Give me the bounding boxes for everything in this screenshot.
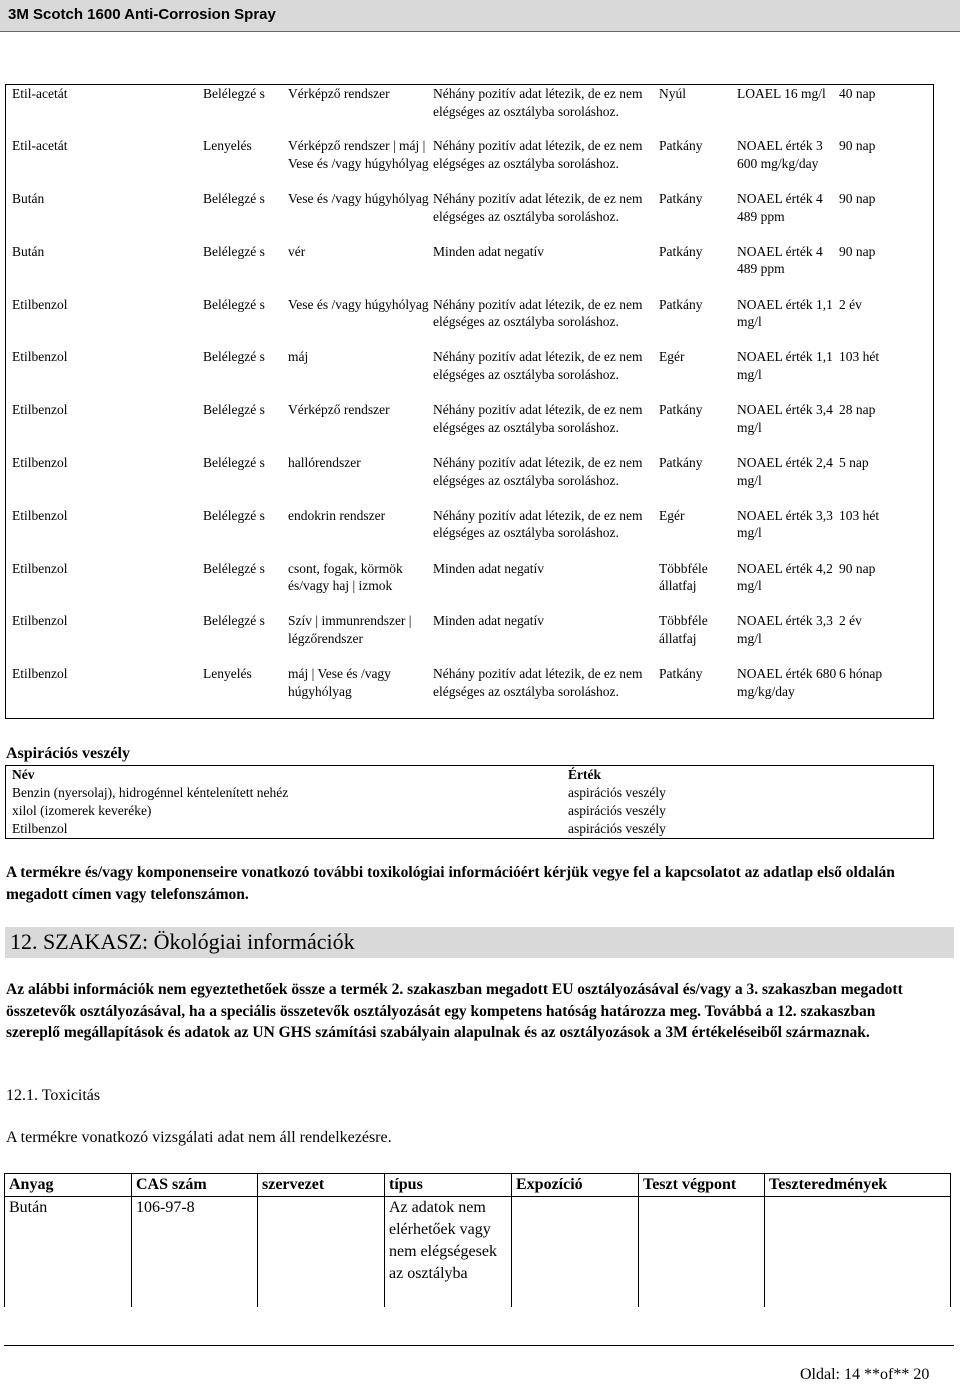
tox-organ: endokrin rendszer xyxy=(288,507,386,523)
document-title: 3M Scotch 1600 Anti-Corrosion Spray xyxy=(8,6,276,23)
header-bar xyxy=(0,0,960,31)
tox-value: Néhány pozitív adat létezik, de ez nem elégséges az osztályba soroláshoz. xyxy=(433,507,643,541)
tox-species: Patkány xyxy=(659,666,703,682)
aspiration-value: aspirációs veszély xyxy=(568,785,666,800)
tox-value: Néhány pozitív adat létezik, de ez nem elégséges az osztályba soroláshoz. xyxy=(433,349,643,383)
tox-result: NOAEL érték 1,1 mg/l xyxy=(737,349,833,383)
eco-type: Az adatok nem elérhetőek vagy nem elégségesek az osztályba xyxy=(385,1197,512,1308)
tox-substance: Etilbenzol xyxy=(12,402,68,418)
tox-species: Nyúl xyxy=(659,86,686,101)
tox-substance: Etilbenzol xyxy=(12,666,68,682)
eco-col-expozicio: Expozíció xyxy=(512,1174,639,1197)
tox-organ: Vérképző rendszer xyxy=(288,402,390,418)
tox-organ: Vese és /vagy húgyhólyag xyxy=(288,296,429,312)
tox-species: Többféle állatfaj xyxy=(659,560,708,594)
table-row xyxy=(6,820,934,839)
table-row xyxy=(6,507,934,560)
tox-route: Belélegzé s xyxy=(203,296,265,312)
tox-species: Patkány xyxy=(659,402,703,418)
tox-route: Belélegzé s xyxy=(203,613,265,629)
tox-route: Lenyelés xyxy=(203,138,252,154)
eco-exposure xyxy=(512,1197,639,1308)
table-row xyxy=(6,612,934,665)
tox-species: Egér xyxy=(659,349,685,365)
tox-substance: Etil-acetát xyxy=(12,86,68,101)
tox-result: NOAEL érték 2,4 mg/l xyxy=(737,455,833,488)
tox-substance: Bután xyxy=(12,243,45,259)
eco-col-cas: CAS szám xyxy=(132,1174,258,1197)
table-row xyxy=(6,296,934,349)
tox-species: Patkány xyxy=(659,191,703,207)
aspiration-col-name: Név xyxy=(12,767,35,782)
tox-organ: vér xyxy=(288,243,306,259)
aspiration-title: Aspirációs veszély xyxy=(6,745,130,762)
tox-substance: Bután xyxy=(12,191,45,207)
tox-species: Patkány xyxy=(659,455,703,471)
tox-value: Néhány pozitív adat létezik, de ez nem elégséges az osztályba soroláshoz. xyxy=(433,191,643,224)
section-12-title: 12. SZAKASZ: Ökológiai információk xyxy=(10,929,355,954)
tox-result: NOAEL érték 3 600 mg/kg/day xyxy=(737,138,823,171)
tox-substance: Etilbenzol xyxy=(12,296,68,312)
tox-value: Néhány pozitív adat létezik, de ez nem elégséges az osztályba soroláshoz. xyxy=(433,86,643,119)
eco-col-vegpont: Teszt végpont xyxy=(639,1174,765,1197)
table-row xyxy=(6,454,934,507)
tox-species: Patkány xyxy=(659,296,703,312)
tox-organ: Vérképző rendszer xyxy=(288,86,390,101)
tox-value: Néhány pozitív adat létezik, de ez nem elégséges az osztályba soroláshoz. xyxy=(433,296,643,330)
tox-organ: máj xyxy=(288,349,309,365)
tox-substance: Etilbenzol xyxy=(12,560,68,576)
eco-header-row xyxy=(5,1174,951,1197)
tox-result: NOAEL érték 4,2 mg/l xyxy=(737,560,833,594)
toxicity-table xyxy=(5,84,934,719)
tox-result: NOAEL érték 3,3 mg/l xyxy=(737,507,833,541)
section-12-header xyxy=(5,927,954,958)
tox-species: Patkány xyxy=(659,243,703,259)
tox-organ: Vérképző rendszer | máj | Vese és /vagy húgyhólyag xyxy=(288,138,429,171)
table-row xyxy=(6,665,934,718)
tox-duration: 90 nap xyxy=(839,138,876,154)
tox-value: Néhány pozitív adat létezik, de ez nem elégséges az osztályba soroláshoz. xyxy=(433,455,643,488)
table-row xyxy=(6,802,934,820)
tox-value: Minden adat negatív xyxy=(433,560,544,576)
tox-result: NOAEL érték 680 mg/kg/day xyxy=(737,666,837,699)
tox-result: LOAEL 16 mg/l xyxy=(737,86,826,101)
tox-duration: 5 nap xyxy=(839,455,869,471)
eco-organism xyxy=(258,1197,385,1308)
tox-value: Néhány pozitív adat létezik, de ez nem elégséges az osztályba soroláshoz. xyxy=(433,138,643,171)
tox-route: Belélegzé s xyxy=(203,191,265,207)
table-row xyxy=(6,348,934,401)
eco-cas: 106-97-8 xyxy=(132,1197,258,1308)
tox-substance: Etilbenzol xyxy=(12,455,68,471)
tox-species: Egér xyxy=(659,507,685,523)
tox-substance: Etilbenzol xyxy=(12,349,68,365)
tox-organ: hallórendszer xyxy=(288,455,361,471)
page-number: Oldal: 14 **of** 20 xyxy=(800,1366,930,1383)
tox-species: Patkány xyxy=(659,138,703,154)
tox-organ: csont, fogak, körmök és/vagy haj | izmok xyxy=(288,560,403,594)
header-divider xyxy=(0,31,960,32)
further-info-paragraph: A termékre és/vagy komponenseire vonatkozó további toxikológiai információért kérjük vegye fel a kapcsolatot az adatlap első oldalán megadott címen vagy telefonszámon. xyxy=(6,864,895,903)
tox-duration: 2 év xyxy=(839,613,862,629)
aspiration-table xyxy=(5,765,934,839)
tox-duration: 40 nap xyxy=(839,86,876,101)
tox-value: Néhány pozitív adat létezik, de ez nem elégséges az osztályba soroláshoz. xyxy=(433,666,643,699)
section-12-intro: Az alábbi információk nem egyeztethetőek össze a termék 2. szakaszban megadott EU osztályozásával és/vagy a 3. szakaszban megadott összetevők osztályozásával, ha a speciális összetevők osztályozását egy kompetens hatóság határozza meg. Továbbá a 12. szakaszban szereplő megállapítások és adatok az UN GHS számítási szabályain alapulnak és az osztályozások a 3M értékeléseiből származnak. xyxy=(6,981,903,1041)
tox-result: NOAEL érték 4 489 ppm xyxy=(737,191,823,224)
aspiration-value: aspirációs veszély xyxy=(568,803,666,818)
eco-col-anyag: Anyag xyxy=(5,1174,132,1197)
tox-duration: 2 év xyxy=(839,296,862,312)
tox-duration: 90 nap xyxy=(839,243,876,259)
tox-result: NOAEL érték 1,1 mg/l xyxy=(737,296,833,330)
table-row xyxy=(6,137,934,190)
table-row xyxy=(6,85,934,138)
eco-endpoint xyxy=(639,1197,765,1308)
footer-divider xyxy=(4,1345,954,1346)
aspiration-col-value: Érték xyxy=(568,767,601,782)
tox-duration: 103 hét xyxy=(839,507,880,523)
tox-organ: Szív | immunrendszer | légzőrendszer xyxy=(288,613,412,647)
toxicity-subtitle: 12.1. Toxicitás xyxy=(6,1087,101,1104)
tox-duration: 28 nap xyxy=(839,402,876,418)
aspiration-value: aspirációs veszély xyxy=(568,821,666,836)
tox-organ: Vese és /vagy húgyhólyag xyxy=(288,191,429,207)
tox-duration: 90 nap xyxy=(839,191,876,207)
tox-organ: máj | Vese és /vagy húgyhólyag xyxy=(288,666,391,699)
table-row xyxy=(6,784,934,802)
aspiration-substance: Benzin (nyersolaj), hidrogénnel kéntelenített nehéz xyxy=(12,785,289,800)
tox-duration: 103 hét xyxy=(839,349,880,365)
tox-route: Belélegzé s xyxy=(203,402,265,418)
tox-value: Minden adat negatív xyxy=(433,243,544,259)
table-row xyxy=(6,401,934,454)
eco-col-tipus: típus xyxy=(385,1174,512,1197)
tox-route: Belélegzé s xyxy=(203,507,265,523)
tox-substance: Etilbenzol xyxy=(12,507,68,523)
tox-route: Belélegzé s xyxy=(203,243,265,259)
tox-value: Néhány pozitív adat létezik, de ez nem elégséges az osztályba soroláshoz. xyxy=(433,402,643,435)
no-data-text: A termékre vonatkozó vizsgálati adat nem áll rendelkezésre. xyxy=(6,1129,392,1146)
table-row xyxy=(5,1197,951,1308)
tox-duration: 90 nap xyxy=(839,560,876,576)
aspiration-substance: Etilbenzol xyxy=(12,821,68,836)
eco-toxicity-table xyxy=(4,1173,951,1307)
table-row xyxy=(6,190,934,243)
tox-substance: Etilbenzol xyxy=(12,613,68,629)
tox-route: Belélegzé s xyxy=(203,349,265,365)
tox-result: NOAEL érték 3,4 mg/l xyxy=(737,402,833,435)
tox-route: Belélegzé s xyxy=(203,560,265,576)
tox-substance: Etil-acetát xyxy=(12,138,68,154)
aspiration-substance: xilol (izomerek keveréke) xyxy=(12,803,152,818)
tox-route: Belélegzé s xyxy=(203,86,265,101)
tox-route: Belélegzé s xyxy=(203,455,265,471)
aspiration-header-row xyxy=(6,766,934,785)
eco-col-eredmenyek: Teszteredmények xyxy=(765,1174,951,1197)
tox-result: NOAEL érték 4 489 ppm xyxy=(737,243,823,277)
tox-route: Lenyelés xyxy=(203,666,252,682)
tox-species: Többféle állatfaj xyxy=(659,613,708,647)
tox-result: NOAEL érték 3,3 mg/l xyxy=(737,613,833,647)
eco-substance: Bután xyxy=(5,1197,132,1308)
table-row xyxy=(6,243,934,296)
table-row xyxy=(6,560,934,613)
tox-duration: 6 hónap xyxy=(839,666,883,682)
eco-result xyxy=(765,1197,951,1308)
tox-value: Minden adat negatív xyxy=(433,613,544,629)
eco-col-szervezet: szervezet xyxy=(258,1174,385,1197)
